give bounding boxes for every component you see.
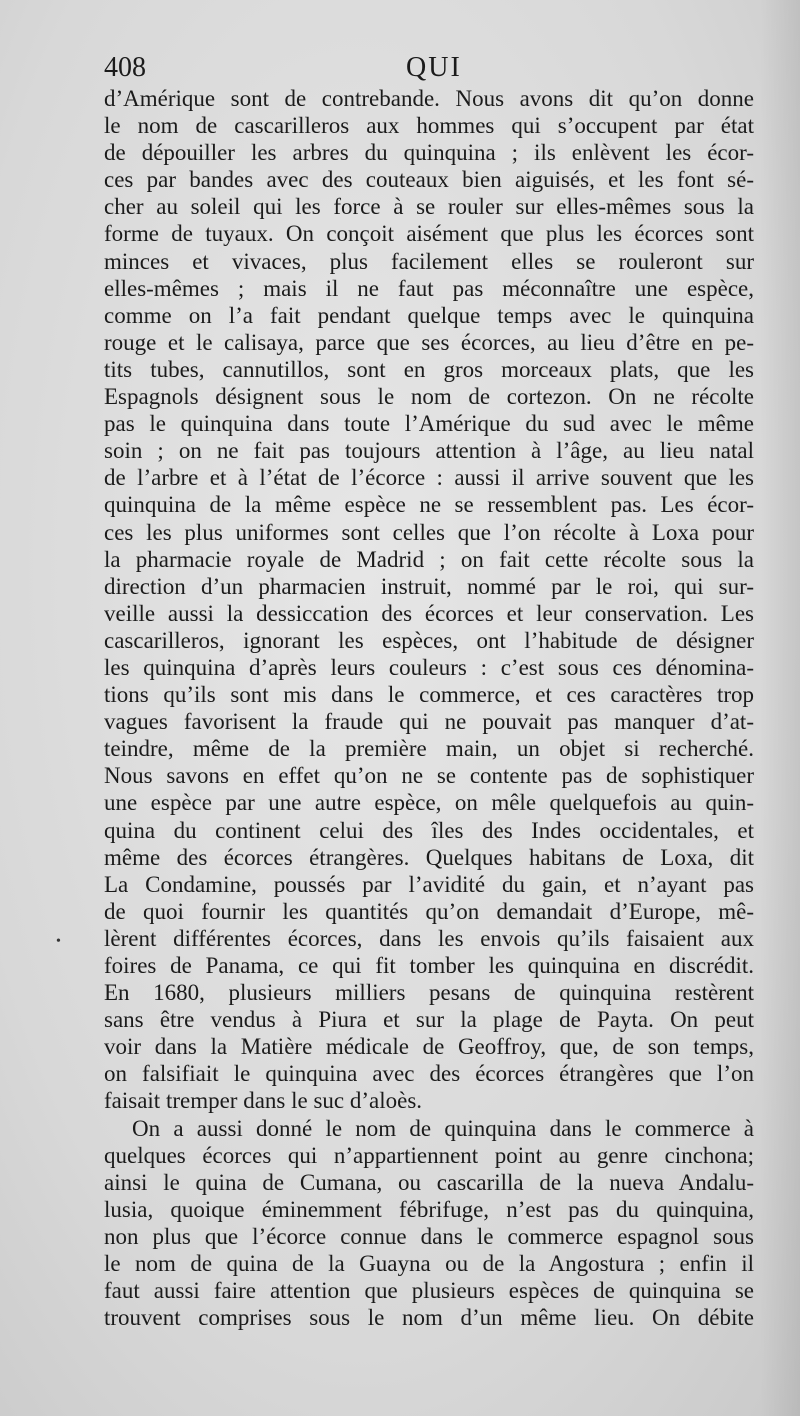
text-line: teindre, même de la première main, un objet si recherché. [104, 736, 754, 762]
text-line: comme on l’a fait pendant quelque temps avec le quinquina [104, 302, 754, 328]
text-line: ainsi le quina de Cumana, ou cascarilla de la nueva Andalu- [104, 1169, 754, 1195]
text-line: le nom de cascarilleros aux hommes qui s’occupent par état [104, 113, 754, 139]
text-line: une espèce par une autre espèce, on mêle quelquefois au quin- [104, 790, 754, 816]
text-line: lèrent différentes écorces, dans les envois qu’ils faisaient aux [104, 925, 754, 951]
text-line: non plus que l’écorce connue dans le commerce espagnol sous [104, 1223, 754, 1249]
text-line: ces par bandes avec des couteaux bien aiguisés, et les font sé- [104, 167, 754, 193]
text-line: forme de tuyaux. On conçoit aisément que plus les écorces sont [104, 221, 754, 247]
text-line: voir dans la Matière médicale de Geoffroy, que, de son temps, [104, 1034, 754, 1060]
text-line: faut aussi faire attention que plusieurs espèces de quinquina se [104, 1278, 754, 1304]
page-header [104, 52, 754, 86]
text-line: cher au soleil qui les force à se rouler sur elles-mêmes sous la [104, 194, 754, 220]
text-line: on falsifiait le quinquina avec des écorces étrangères que l’on [104, 1061, 754, 1087]
text-line: La Condamine, poussés par l’avidité du gain, et n’ayant pas [104, 871, 754, 897]
text-line: de dépouiller les arbres du quinquina ; ils enlèvent les écor- [104, 140, 754, 166]
text-line: lusia, quoique éminemment fébrifuge, n’est pas du quinquina, [104, 1196, 754, 1222]
text-line: Nous savons en effet qu’on ne se contente pas de sophistiquer [104, 763, 754, 789]
text-line: pas le quinquina dans toute l’Amérique du sud avec le même [104, 411, 754, 437]
text-line: de quoi fournir les quantités qu’on demandait d’Europe, mê- [104, 898, 754, 924]
text-line: quina du continent celui des îles des Indes occidentales, et [104, 817, 754, 843]
text-line: veille aussi la dessiccation des écorces et leur conservation. Les [104, 600, 754, 626]
page-edge-shadow [760, 0, 800, 1416]
text-line: soin ; on ne fait pas toujours attention à l’âge, au lieu natal [104, 438, 754, 464]
text-line: même des écorces étrangères. Quelques habitans de Loxa, dit [104, 844, 754, 870]
text-line: faisait tremper dans le suc d’aloès. [104, 1088, 423, 1114]
text-line: cascarilleros, ignorant les espèces, ont l’habitude de désigner [104, 627, 754, 653]
text-line: direction d’un pharmacien instruit, nommé par le roi, qui sur- [104, 573, 754, 599]
running-head: QUI [406, 52, 462, 83]
text-line: quelques écorces qui n’appartiennent point au genre cinchona; [104, 1142, 754, 1168]
text-line: la pharmacie royale de Madrid ; on fait cette récolte sous la [104, 546, 754, 572]
text-line: tits tubes, cannutillos, sont en gros morceaux plats, que les [104, 356, 754, 382]
text-line: rouge et le calisaya, parce que ses écorces, au lieu d’être en pe- [104, 329, 754, 355]
text-line: les quinquina d’après leurs couleurs : c’est sous ces dénomina- [104, 654, 754, 680]
text-line: vagues favorisent la fraude qui ne pouvait pas manquer d’at- [104, 709, 754, 735]
text-line: tions qu’ils sont mis dans le commerce, et ces caractères trop [104, 682, 754, 708]
text-line: trouvent comprises sous le nom d’un même lieu. On débite [104, 1305, 754, 1331]
text-line: foires de Panama, ce qui fit tomber les quinquina en discrédit. [104, 953, 754, 978]
text-line: Espagnols désignent sous le nom de cortezon. On ne récolte [104, 384, 754, 410]
text-line: On a aussi donné le nom de quinquina dans le commerce à [132, 1115, 754, 1141]
text-body [104, 85, 754, 1331]
margin-mark: • [56, 934, 61, 949]
text-line: elles-mêmes ; mais il ne faut pas méconnaître une espèce, [104, 275, 754, 301]
text-line: d’Amérique sont de contrebande. Nous avons dit qu’on donne [104, 86, 754, 111]
text-line: En 1680, plusieurs milliers pesans de quinquina restèrent [104, 980, 754, 1006]
text-line: de l’arbre et à l’état de l’écorce : aussi il arrive souvent que les [104, 465, 754, 491]
text-line: le nom de quina de la Guayna ou de la Angostura ; enfin il [104, 1251, 754, 1277]
page-number: 408 [104, 52, 146, 83]
text-line: quinquina de la même espèce ne se ressemblent pas. Les écor- [104, 492, 754, 518]
text-line: ces les plus uniformes sont celles que l’on récolte à Loxa pour [104, 519, 754, 545]
text-line: sans être vendus à Piura et sur la plage de Payta. On peut [104, 1007, 754, 1033]
text-line: minces et vivaces, plus facilement elles se rouleront sur [104, 248, 754, 274]
